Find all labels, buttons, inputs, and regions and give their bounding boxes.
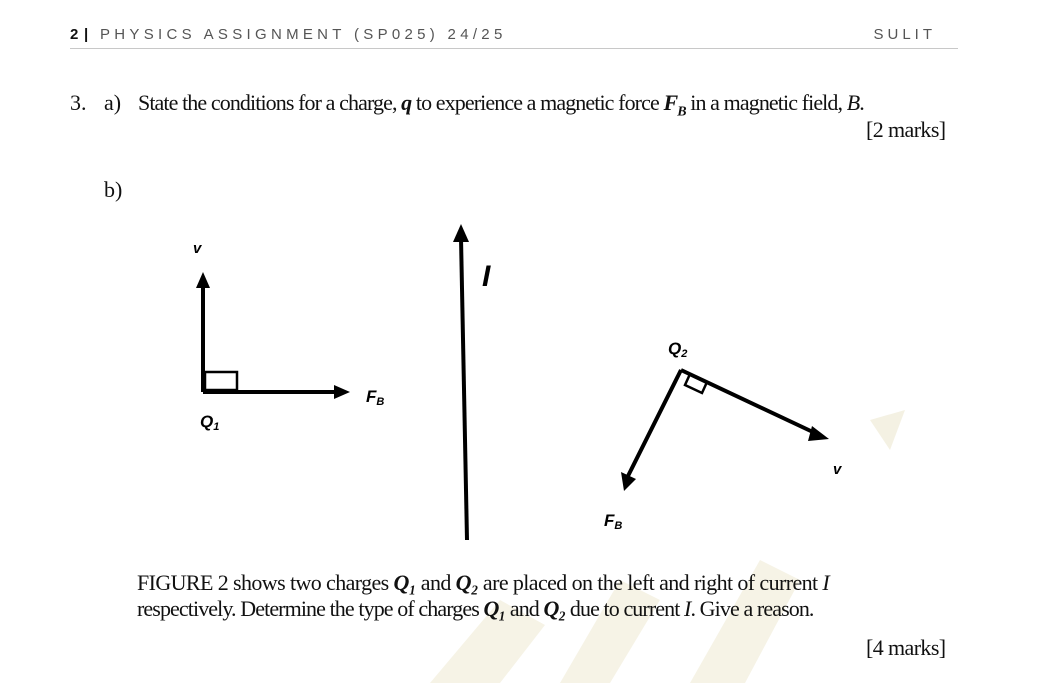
left-right-angle-marker bbox=[205, 372, 237, 390]
q2-label: Q2 bbox=[668, 339, 688, 360]
header-separator: | bbox=[84, 26, 89, 43]
right-charge-vectors bbox=[621, 370, 829, 491]
question-number: 3. bbox=[70, 90, 87, 115]
figure-caption bbox=[137, 570, 957, 622]
current-label: I bbox=[482, 260, 491, 293]
right-force-label: FB bbox=[604, 511, 623, 532]
part-b-marks: [4 marks] bbox=[866, 635, 946, 660]
part-a-question: State the conditions for a charge, q to experience a magnetic force $F_B$ in a magnetic field, B. bbox=[138, 90, 864, 120]
right-force-arrow bbox=[628, 370, 681, 476]
classification-label: SULIT bbox=[873, 26, 936, 43]
part-a-marks: [2 marks] bbox=[866, 117, 946, 142]
current-arrowhead bbox=[453, 224, 469, 242]
left-charge-vectors bbox=[196, 272, 350, 399]
right-velocity-label: v bbox=[833, 461, 842, 478]
left-velocity-label: v bbox=[193, 240, 202, 257]
caption-line-1: FIGURE 2 shows two charges Q₁ and Q₂ are placed on the left and right of current I bbox=[137, 570, 830, 595]
right-velocity-arrow bbox=[681, 370, 815, 433]
part-a-label: a) bbox=[104, 90, 122, 115]
page-number: 2 bbox=[70, 26, 79, 43]
part-b-label: b) bbox=[104, 177, 123, 202]
caption-line-2: respectively. Determine the type of charges Q₁ and Q₂ due to current I. Give a reason. bbox=[137, 596, 814, 621]
header-title: PHYSICS ASSIGNMENT (SP025) 24/25 bbox=[100, 26, 507, 43]
left-force-label: FB bbox=[366, 387, 385, 408]
current-wire bbox=[461, 238, 467, 540]
q1-label: Q1 bbox=[200, 412, 220, 433]
